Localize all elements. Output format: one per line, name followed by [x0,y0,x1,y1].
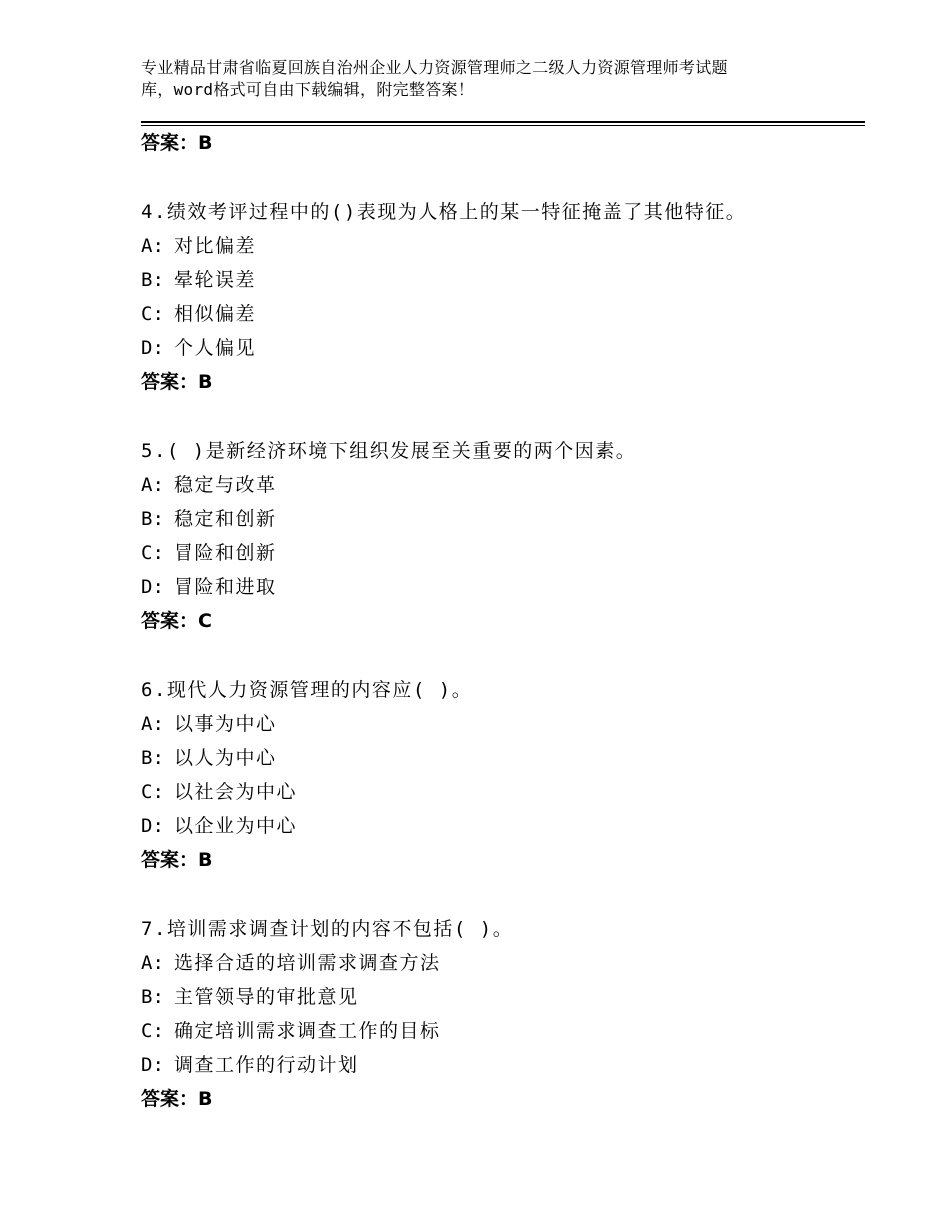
option-letter: A: [141,952,164,974]
question-5-option-a [141,473,277,497]
question-4-option-d [141,336,256,360]
question-6-option-a [141,712,277,736]
question-5-text: 5.( )是新经济环境下组织发展至关重要的两个因素。 [141,440,637,462]
option-letter: B: [141,269,164,291]
question-4-option-c [141,302,256,326]
option-text: 个人偏见 [174,337,257,359]
option-text: 冒险和进取 [174,576,277,598]
option-text: 冒险和创新 [174,542,277,564]
question-4-text: 4.绩效考评过程中的()表现为人格上的某一特征掩盖了其他特征。 [141,201,747,223]
question-7-text: 7.培训需求调查计划的内容不包括( )。 [141,918,514,940]
question-4-answer: 答案：B [141,371,213,393]
option-letter: B: [141,747,164,769]
option-text: 以事为中心 [174,713,277,735]
question-7-option-c [141,1019,441,1043]
header-rule-thick [141,121,865,123]
option-text: 以人为中心 [174,747,277,769]
option-letter: C: [141,303,164,325]
option-letter: D: [141,815,164,837]
option-text: 选择合适的培训需求调查方法 [174,952,441,974]
option-letter: B: [141,508,164,530]
question-5-option-d [141,575,277,599]
question-7-option-a [141,951,441,975]
option-letter: B: [141,986,164,1008]
question-5-answer: 答案：C [141,610,212,632]
option-text: 调查工作的行动计划 [174,1054,359,1076]
option-letter: A: [141,235,164,257]
option-text: 稳定和创新 [174,508,277,530]
option-text: 相似偏差 [174,303,257,325]
header-line-2: 库，word格式可自由下载编辑，附完整答案！ [141,80,475,99]
question-6-text: 6.现代人力资源管理的内容应( )。 [141,679,473,701]
header-line-1: 专业精品甘肃省临夏回族自治州企业人力资源管理师之二级人力资源管理师考试题 [141,58,728,77]
question-7-option-d [141,1053,359,1077]
question-4-option-a [141,234,256,258]
question-6-option-d [141,814,297,838]
option-letter: C: [141,781,164,803]
option-text: 晕轮误差 [174,269,257,291]
question-6-option-b [141,746,277,770]
question-7-answer: 答案：B [141,1088,213,1110]
question-4-option-b [141,268,256,292]
option-letter: D: [141,337,164,359]
option-letter: D: [141,1054,164,1076]
question-5-option-b [141,507,277,531]
option-letter: A: [141,474,164,496]
option-text: 以企业为中心 [174,815,298,837]
option-text: 以社会为中心 [174,781,298,803]
question-6-answer: 答案：B [141,849,213,871]
question-6-option-c [141,780,297,804]
question-5-option-c [141,541,277,565]
option-text: 稳定与改革 [174,474,277,496]
option-text: 确定培训需求调查工作的目标 [174,1020,441,1042]
option-letter: C: [141,1020,164,1042]
header-rule-thin [141,125,865,126]
answer-previous-question: 答案：B [141,132,213,154]
question-7-option-b [141,985,359,1009]
option-letter: C: [141,542,164,564]
option-text: 对比偏差 [174,235,257,257]
document-header [141,57,841,101]
option-text: 主管领导的审批意见 [174,986,359,1008]
option-letter: A: [141,713,164,735]
option-letter: D: [141,576,164,598]
